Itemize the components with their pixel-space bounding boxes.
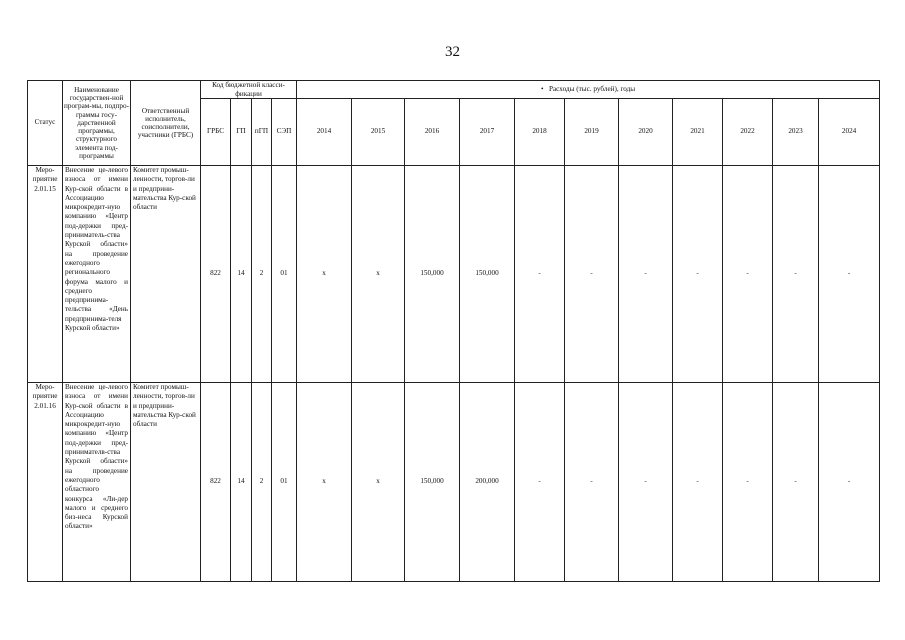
header-year-2024: 2024 <box>819 99 880 166</box>
cell-2024: - <box>819 383 880 582</box>
cell-2016: 150,000 <box>405 166 460 383</box>
cell-2019: - <box>565 383 619 582</box>
header-budget-code: Код бюджетной класси-фикации <box>201 81 297 99</box>
cell-2021: - <box>673 166 723 383</box>
header-year-2020: 2020 <box>619 99 673 166</box>
header-year-2018: 2018 <box>515 99 565 166</box>
row-status: Меро-приятие 2.01.15 <box>28 166 63 383</box>
cell-2014: x <box>297 166 352 383</box>
header-name: Наименование государствен-ной програм-мы, подпро-граммы госу-дарственной программы, структурного элемента под-программы <box>63 81 131 166</box>
cell-gp: 14 <box>231 383 252 582</box>
cell-2017: 200,000 <box>460 383 515 582</box>
cell-2023: - <box>773 166 819 383</box>
cell-2017: 150,000 <box>460 166 515 383</box>
row-executor: Комитет промыш-ленности, торгов-ли и предприни-мательства Кур-ской области <box>131 166 201 383</box>
table-row <box>28 383 880 582</box>
header-status: Статус <box>28 81 63 166</box>
header-year-2019: 2019 <box>565 99 619 166</box>
header-code-pgp: пГП <box>252 99 272 166</box>
cell-sep: 01 <box>272 166 297 383</box>
row-name: Внесение це-левого взноса от имени Кур-ской области в Ассоциацию микрокредит-ную компанию «Центр под-держки пред-приниматель-ства Курской области» на проведение ежегодного регионального форума малого и среднего предпринима-тельства «День предпринима-теля Курской области» <box>63 166 131 383</box>
budget-table <box>27 80 880 582</box>
header-year-2015: 2015 <box>352 99 405 166</box>
header-executor: Ответственный исполнитель, соисполнители, участники (ГРБС) <box>131 81 201 166</box>
cell-pgp: 2 <box>252 166 272 383</box>
cell-2019: - <box>565 166 619 383</box>
cell-2023: - <box>773 383 819 582</box>
header-year-2014: 2014 <box>297 99 352 166</box>
header-year-2023: 2023 <box>773 99 819 166</box>
cell-2020: - <box>619 383 673 582</box>
header-expenses <box>297 81 880 99</box>
cell-grbs: 822 <box>201 166 231 383</box>
cell-sep: 01 <box>272 383 297 582</box>
cell-2022: - <box>723 166 773 383</box>
header-year-2016: 2016 <box>405 99 460 166</box>
bullet: • <box>541 84 544 93</box>
cell-2022: - <box>723 383 773 582</box>
header-year-2022: 2022 <box>723 99 773 166</box>
table-row <box>28 166 880 383</box>
cell-2021: - <box>673 383 723 582</box>
cell-2018: - <box>515 166 565 383</box>
cell-2016: 150,000 <box>405 383 460 582</box>
cell-2014: x <box>297 383 352 582</box>
header-year-2021: 2021 <box>673 99 723 166</box>
row-name: Внесение це-левого взноса от имени Кур-ской области в Ассоциацию микрокредит-ную компанию «Центр под-держки пред-принимателв-ства Курской области» на проведение ежегодного областного конкурса «Ли-дер малого и среднего биз-неса Курской области» <box>63 383 131 582</box>
header-expenses-label: Расходы (тыс. рублей), годы <box>548 84 636 93</box>
row-executor: Комитет промыш-ленности, торгов-ли и предприни-мательства Кур-ской области <box>131 383 201 582</box>
cell-grbs: 822 <box>201 383 231 582</box>
header-code-gp: ГП <box>231 99 252 166</box>
header-code-sep: СЭП <box>272 99 297 166</box>
cell-2015: x <box>352 166 405 383</box>
cell-2024: - <box>819 166 880 383</box>
cell-2020: - <box>619 166 673 383</box>
header-year-2017: 2017 <box>460 99 515 166</box>
cell-gp: 14 <box>231 166 252 383</box>
row-status: Меро-приятие 2.01.16 <box>28 383 63 582</box>
cell-pgp: 2 <box>252 383 272 582</box>
page-number: 32 <box>445 44 460 60</box>
cell-2018: - <box>515 383 565 582</box>
cell-2015: x <box>352 383 405 582</box>
header-row-1 <box>28 81 880 99</box>
header-code-grbs: ГРБС <box>201 99 231 166</box>
